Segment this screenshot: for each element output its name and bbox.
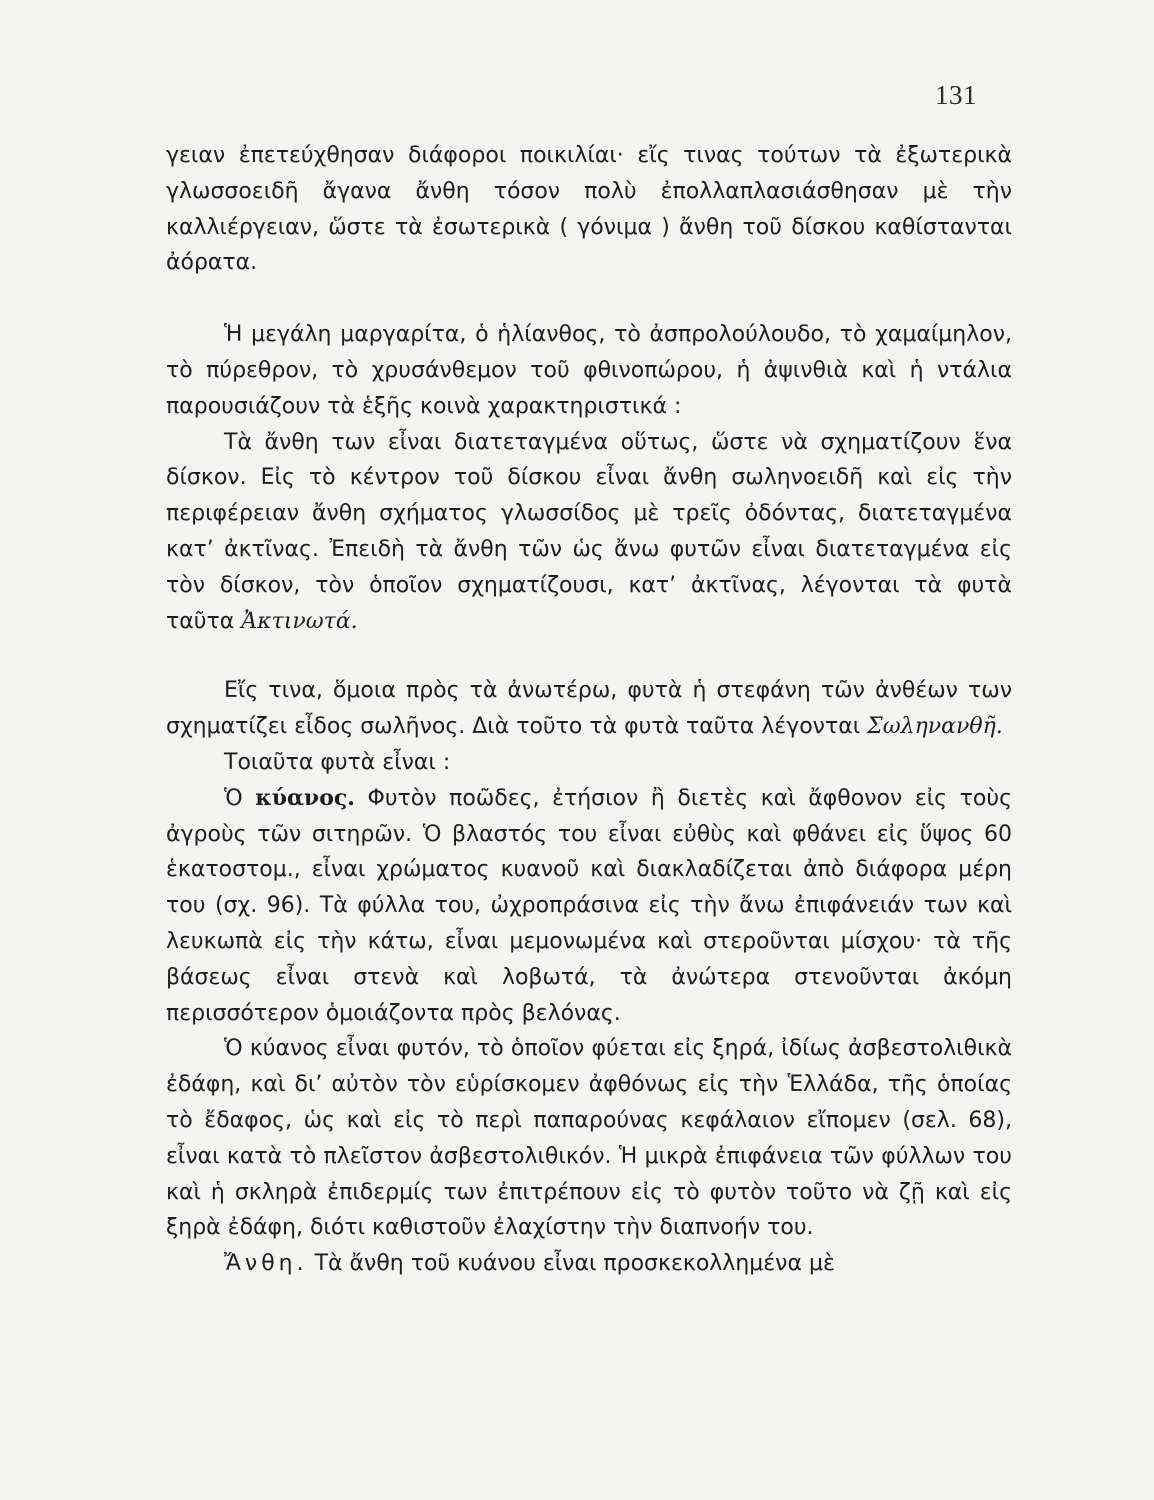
term-solinanthi: Σωληνανθῆ. [867, 714, 1003, 740]
paragraph-such-plants: Τοιαῦτα φυτὰ εἶναι : [224, 749, 451, 775]
paragraph-text: Τὰ ἄνθη τοῦ κυάνου εἶναι προσκεκολλημένα μὲ [314, 1251, 835, 1277]
paragraph-kyanos [166, 781, 1012, 1032]
page-number: 131 [935, 80, 977, 110]
term-kyanos: κύανος. [255, 784, 355, 811]
paragraph-text: Τὰ ἄνθη των εἶναι διατεταγμένα οὕτως, ὥστε νὰ σχηματίζουν ἕνα δίσκον. Εἰς τὸ κέντρον τοῦ δίσκου εἶναι ἄνθη σωληνοειδῆ καὶ εἰς τὴν περιφέρειαν ἄνθη σχήματος γλωσσίδος μὲ τρεῖς ὀδόντας, διατεταγμένα κατ’ ἀκτῖνας. Ἐπειδὴ τὰ ἄνθη τῶν ὡς ἄνω φυτῶν εἶναι διατεταγμένα εἰς τὸν δίσκον, τὸν ὁποῖον σχηματίζουσι, κατ’ ἀκτῖνας, λέγονται τὰ φυτὰ ταῦτα [166, 429, 1012, 634]
paragraph-tube-flowers [166, 673, 1012, 745]
paragraph-text: Φυτὸν ποῶδες, ἐτήσιον ἢ διετὲς καὶ ἄφθονον εἰς τοὺς ἀγροὺς τῶν σιτηρῶν. Ὁ βλαστός του εἶναι εὐθὺς καὶ φθάνει εἰς ὕψος 60 ἑκατοστομ., εἶναι χρώματος κυανοῦ καὶ διακλαδίζεται ἀπὸ διάφορα μέρη του (σχ. 96). Τὰ φύλλα του, ὠχροπράσινα εἰς τὴν ἄνω ἐπιφάνειάν των καὶ λευκωπὰ εἰς τὴν κάτω, εἶναι μεμονωμένα καὶ στεροῦνται μίσχου· τὰ τῆς βάσεως εἶναι στενὰ καὶ λοβωτά, τὰ ἀνώτερα στενοῦνται ἀκόμη περισσότερον ὁμοιάζοντα πρὸς βελόνας. [166, 785, 1012, 1026]
subheading-anthi: Ἄνθη. [224, 1251, 308, 1277]
paragraph-composites-list: Ἡ μεγάλη μαργαρίτα, ὁ ἡλίανθος, τὸ ἀσπρολούλουδο, τὸ χαμαίμηλον, τὸ πύρεθρον, τὸ χρυσάνθεμον τοῦ φθινοπώρου, ἡ ἀψινθιὰ καὶ ἡ ντάλια παρουσιάζουν τὰ ἑξῆς κοινὰ χαρακτηριστικά : [166, 322, 1012, 419]
paragraph-ray-flowers [166, 425, 1012, 640]
term-aktinota: Ἀκτινωτά. [241, 608, 358, 634]
body-text [166, 138, 1012, 1282]
paragraph-continuation: γειαν ἐπετεύχθησαν διάφοροι ποικιλίαι· εἴς τινας τούτων τὰ ἐξωτερικὰ γλωσσοειδῆ ἄγανα ἄνθη τόσον πολὺ ἐπολλαπλασιάσθησαν μὲ τὴν καλλιέργειαν, ὥστε τὰ ἐσωτερικὰ ( γόνιμα ) ἄνθη τοῦ δίσκου καθίστανται ἀόρατα. [166, 143, 1012, 276]
paragraph-kyanos-habitat: Ὁ κύανος εἶναι φυτόν, τὸ ὁποῖον φύεται εἰς ξηρά, ἰδίως ἀσβεστολιθικὰ ἐδάφη, καὶ δι’ αὐτὸν τὸν εὑρίσκομεν ἀφθόνως εἰς τὴν Ἑλλάδα, τῆς ὁποίας τὸ ἔδαφος, ὡς καὶ εἰς τὸ περὶ παπαρούνας κεφάλαιον εἴπομεν (σελ. 68), εἶναι κατὰ τὸ πλεῖστον ἀσβεστολιθικόν. Ἡ μικρὰ ἐπιφάνεια τῶν φύλλων του καὶ ἡ σκληρὰ ἐπιδερμίς των ἐπιτρέπουν εἰς τὸ φυτὸν τοῦτο νὰ ζῇ καὶ εἰς ξηρὰ ἐδάφη, διότι καθιστοῦν ἐλαχίστην τὴν διαπνοήν του. [166, 1036, 1012, 1241]
article: Ὁ [224, 785, 243, 811]
paragraph-flowers [166, 1246, 1012, 1282]
paragraph-text: Εἴς τινα, ὅμοια πρὸς τὰ ἀνωτέρω, φυτὰ ἡ στεφάνη τῶν ἀνθέων των σχηματίζει εἶδος σωλῆνος. Διὰ τοῦτο τὰ φυτὰ ταῦτα λέγονται [166, 678, 1012, 740]
